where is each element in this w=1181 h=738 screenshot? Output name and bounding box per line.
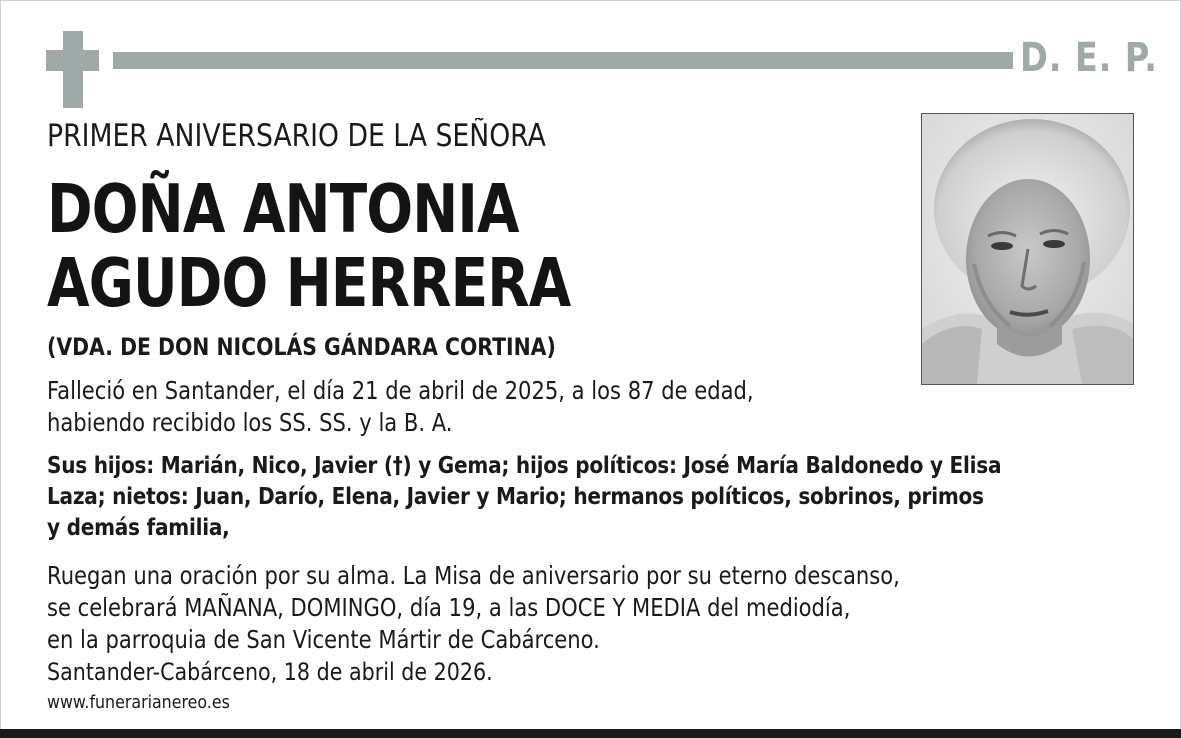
notice-subtitle: PRIMER ANIVERSARIO DE LA SEÑORA — [47, 118, 546, 154]
deceased-name-line1: DOÑA ANTONIA — [47, 170, 519, 248]
deceased-name-line2: AGUDO HERRERA — [47, 244, 571, 322]
family-paragraph — [47, 450, 1001, 543]
death-line: habiendo recibido los SS. SS. y la B. A. — [47, 408, 453, 437]
family-line: Sus hijos: Marián, Nico, Javier (†) y Gema; hijos políticos: José María Baldonedo y Elisa — [47, 451, 1002, 479]
portrait-photo — [921, 113, 1134, 385]
website-link[interactable]: www.funerarianereo.es — [47, 692, 230, 713]
widow-of: (VDA. DE DON NICOLÁS GÁNDARA CORTINA) — [47, 333, 556, 361]
mass-line: Ruegan una oración por su alma. La Misa de aniversario por su eterno descanso, — [47, 561, 900, 590]
death-paragraph — [47, 375, 754, 439]
dep-label: D. E. P. — [1020, 35, 1158, 81]
family-line: Laza; nietos: Juan, Darío, Elena, Javier y Mario; hermanos políticos, sobrinos, primos — [47, 482, 984, 510]
cross-icon-bar — [46, 50, 99, 71]
portrait-image — [922, 114, 1133, 384]
place-date: Santander-Cabárceno, 18 de abril de 2026. — [47, 658, 493, 686]
mass-paragraph — [47, 560, 900, 656]
header-rule — [113, 52, 1013, 69]
mass-line: en la parroquia de San Vicente Mártir de Cabárceno. — [47, 625, 600, 654]
mass-line: se celebrará MAÑANA, DOMINGO, día 19, a las DOCE Y MEDIA del mediodía, — [47, 593, 851, 622]
family-line: y demás familia, — [47, 513, 230, 541]
bottom-bar — [0, 729, 1181, 738]
death-line: Falleció en Santander, el día 21 de abril de 2025, a los 87 de edad, — [47, 376, 754, 405]
